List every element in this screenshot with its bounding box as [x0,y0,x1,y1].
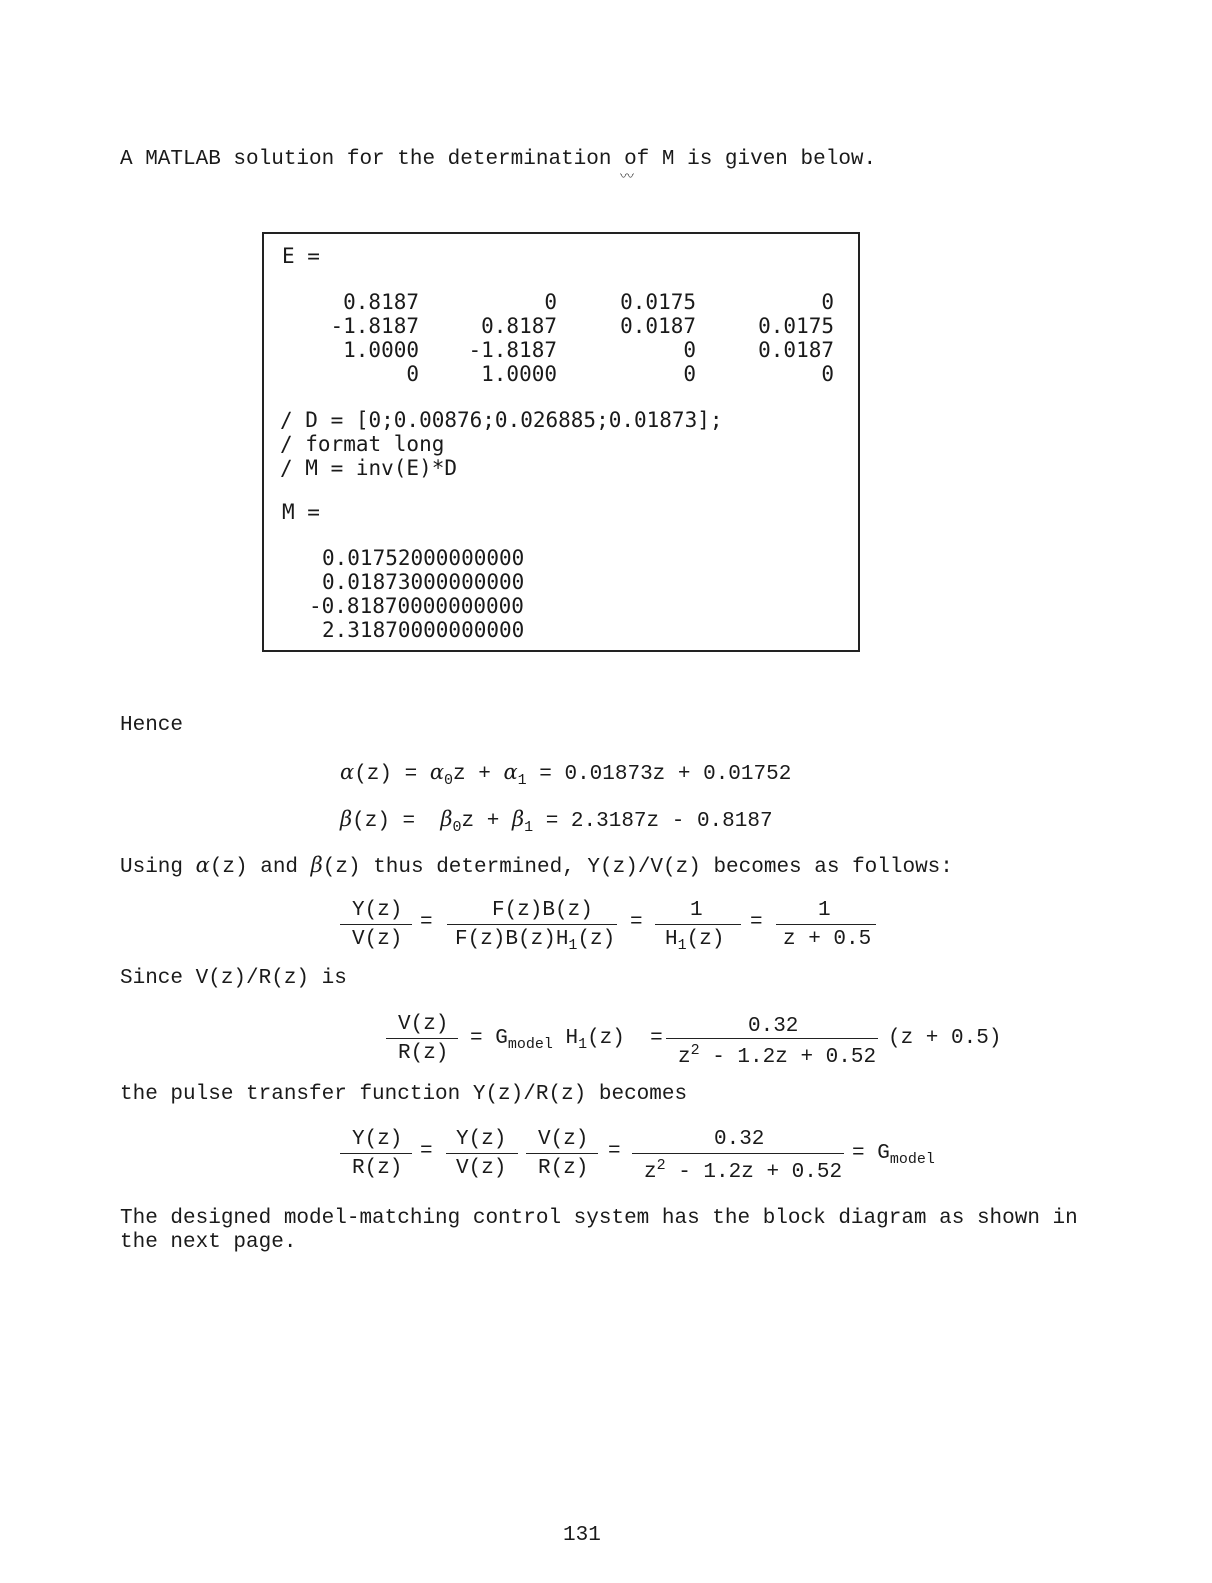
beta-rhs: = 2.3187z - 0.8187 [545,810,773,833]
e-cell: -1.8187 [330,314,419,338]
beta-subscript: 1 [524,819,534,836]
fraction-denominator: z + 0.5 [783,928,872,951]
intro-text: A MATLAB solution for the determination of M is given below. [120,148,877,171]
fraction-denominator [665,928,724,954]
beta-symbol: β [440,807,453,831]
gmodel-h1-term: = $G_{model}$ $H_1(z)$ = [470,1027,663,1053]
g-letter: G [877,1142,890,1165]
fraction-bar [526,1153,598,1154]
wavy-underline-mark: 〰 [620,169,634,185]
h-letter: H [552,1027,579,1050]
page-number: 131 [563,1524,601,1547]
alpha-equation [340,760,791,789]
fraction-numerator: 1 [690,899,703,922]
e-cell: 0.0175 [620,290,696,314]
using-part: (z) thus determined, Y(z)/V(z) becomes as follows: [322,856,953,879]
e-label: E = [282,244,320,268]
fraction-numerator: Y(z) [352,1128,403,1151]
e-cell: 0.0187 [620,314,696,338]
subscript: 1 [568,937,578,954]
equals-sign: = [750,911,763,934]
fraction-bar [632,1153,844,1154]
fraction-numerator: Y(z) [456,1128,507,1151]
matlab-output-box [262,232,860,652]
e-cell: 0.8187 [481,314,557,338]
beta-equation: $\beta(z) = \beta_0z + \beta_1 = 2.3187z - 0.8187$ [340,807,773,836]
alpha-lhs: (z) [354,763,392,786]
e-cell: -1.8187 [468,338,557,362]
m-value: -0.81870000000000 [309,594,524,618]
gmodel-term: = $G_{model}$ [852,1142,935,1168]
equals-sign: = [630,911,643,934]
superscript: 2 [690,1042,700,1059]
superscript: 2 [656,1157,666,1174]
beta-symbol: β [340,807,353,831]
alpha-subscript: 0 [444,772,454,789]
using-part: Using [120,856,196,879]
beta-zplus: z + [461,810,512,833]
matlab-command: ∕ format long [280,432,445,456]
fraction-bar [666,1038,878,1039]
fraction-denominator [455,928,615,954]
equals-sign: = [420,911,433,934]
e-cell: 1.0000 [343,338,419,362]
arg: (z) [587,1027,625,1050]
alpha-zplus: z + [453,763,504,786]
alpha-rhs: = 0.01873z + 0.01752 [539,763,792,786]
pulse-text: the pulse transfer function Y(z)/R(z) becomes [120,1083,688,1106]
using-part: (z) and [209,856,311,879]
using-text [120,853,953,879]
alpha-symbol: α [503,760,518,784]
beta-lhs: (z) [352,810,390,833]
m-value: 0.01752000000000 [322,546,525,570]
closing-line: The designed model-matching control system has the block diagram as shown in [120,1207,1078,1230]
equals-sign: = [420,1140,433,1163]
closing-line: the next page. [120,1231,297,1254]
den-part: F(z)B(z)H [455,928,569,951]
fraction-bar [655,924,741,925]
subscript: 1 [677,937,687,954]
e-cell: 0 [406,362,419,386]
alpha-symbol: α [340,760,355,784]
alpha-subscript: 1 [517,772,527,789]
equals-sign: = [608,1140,621,1163]
alpha-eq-sign: = [404,763,430,786]
fraction-denominator: V(z) [352,928,403,951]
model-subscript: model [889,1151,935,1168]
e-cell: 0 [821,290,834,314]
e-cell: 0 [544,290,557,314]
den-part: - 1.2z + 0.52 [665,1161,843,1184]
alpha-symbol: α [429,760,445,784]
fraction-numerator: F(z)B(z) [492,899,593,922]
den-part: z [678,1046,691,1069]
hence-text: Hence [120,714,184,737]
fraction-denominator: R(z) [538,1157,589,1180]
den-part: H [665,928,678,951]
fraction-bar [447,924,617,925]
den-part: (z) [577,928,616,951]
e-cell: 0.0187 [758,338,834,362]
subscript: 1 [578,1036,588,1053]
beta-symbol: β [310,853,323,877]
model-subscript: model [507,1036,553,1053]
fraction-denominator: R(z) [398,1042,449,1065]
fraction-numerator: V(z) [538,1128,589,1151]
fraction-denominator [678,1042,876,1069]
e-cell: 0.8187 [343,290,419,314]
fraction-numerator: Y(z) [352,899,403,922]
fraction-denominator: V(z) [456,1157,507,1180]
fraction-bar [446,1153,518,1154]
since-text: Since V(z)/R(z) is [120,967,347,990]
fraction-denominator [644,1157,842,1184]
den-part: (z) [686,928,725,951]
fraction-bar [340,924,412,925]
g-letter: G [495,1027,508,1050]
m-value: 2.31870000000000 [322,618,525,642]
matlab-command: ∕ D = [0;0.00876;0.026885;0.01873]; [280,408,723,432]
fraction-numerator: 0.32 [714,1128,765,1151]
den-part: - 1.2z + 0.52 [699,1046,877,1069]
tail-factor: (z + 0.5) [888,1027,1002,1050]
e-cell: 0 [683,362,696,386]
alpha-symbol: α [195,853,210,877]
den-part: z [644,1161,657,1184]
fraction-numerator: 1 [818,899,831,922]
m-value: 0.01873000000000 [322,570,525,594]
fraction-bar [340,1153,412,1154]
e-cell: 0 [821,362,834,386]
fraction-bar [776,924,876,925]
matlab-command: ∕ M = inv(E)*D [280,456,458,480]
fraction-bar [386,1038,458,1039]
e-cell: 0 [683,338,696,362]
beta-subscript: 0 [452,819,462,836]
fraction-numerator: V(z) [398,1013,449,1036]
fraction-numerator: 0.32 [748,1015,799,1038]
e-cell: 0.0175 [758,314,834,338]
e-cell: 1.0000 [481,362,557,386]
m-label: M = [282,500,320,524]
fraction-denominator: R(z) [352,1157,403,1180]
beta-symbol: β [511,807,525,831]
